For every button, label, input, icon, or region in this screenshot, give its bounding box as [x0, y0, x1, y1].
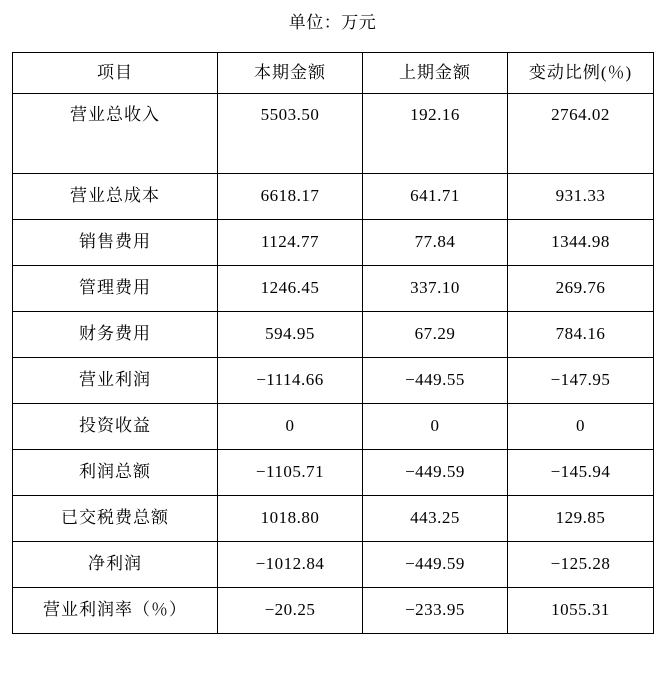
row-change-ratio: −125.28 [508, 542, 654, 588]
row-current-amount: 1018.80 [218, 496, 363, 542]
row-current-amount: 6618.17 [218, 174, 363, 220]
row-previous-amount: −449.59 [363, 450, 508, 496]
row-previous-amount: 337.10 [363, 266, 508, 312]
column-header-current: 本期金额 [218, 53, 363, 94]
table-row [13, 404, 654, 450]
row-label: 销售费用 [13, 220, 218, 266]
table-row [13, 358, 654, 404]
row-change-ratio: 931.33 [508, 174, 654, 220]
row-label: 财务费用 [13, 312, 218, 358]
row-label: 利润总额 [13, 450, 218, 496]
table-body [13, 53, 654, 634]
row-change-ratio: −147.95 [508, 358, 654, 404]
row-previous-amount: 67.29 [363, 312, 508, 358]
row-change-ratio: 0 [508, 404, 654, 450]
row-change-ratio: 2764.02 [508, 94, 654, 174]
table-row [13, 266, 654, 312]
table-row [13, 450, 654, 496]
table-row [13, 312, 654, 358]
row-current-amount: −20.25 [218, 588, 363, 634]
table-row [13, 496, 654, 542]
table-row [13, 94, 654, 174]
row-current-amount: 5503.50 [218, 94, 363, 174]
column-header-change: 变动比例(％) [508, 53, 654, 94]
row-current-amount: −1012.84 [218, 542, 363, 588]
row-previous-amount: 443.25 [363, 496, 508, 542]
row-previous-amount: −449.55 [363, 358, 508, 404]
table-row [13, 588, 654, 634]
row-label: 营业总成本 [13, 174, 218, 220]
row-change-ratio: 269.76 [508, 266, 654, 312]
financial-summary-table [12, 52, 654, 634]
row-change-ratio: −145.94 [508, 450, 654, 496]
row-current-amount: −1105.71 [218, 450, 363, 496]
row-previous-amount: 0 [363, 404, 508, 450]
row-current-amount: 594.95 [218, 312, 363, 358]
table-row [13, 174, 654, 220]
row-change-ratio: 129.85 [508, 496, 654, 542]
row-label: 管理费用 [13, 266, 218, 312]
row-change-ratio: 1055.31 [508, 588, 654, 634]
unit-note: 单位：万元 [288, 13, 377, 32]
table-row [13, 542, 654, 588]
row-label: 营业利润率（％） [13, 588, 218, 634]
row-change-ratio: 784.16 [508, 312, 654, 358]
row-current-amount: −1114.66 [218, 358, 363, 404]
row-previous-amount: 77.84 [363, 220, 508, 266]
row-label: 净利润 [13, 542, 218, 588]
column-header-previous: 上期金额 [363, 53, 508, 94]
row-label: 已交税费总额 [13, 496, 218, 542]
row-change-ratio: 1344.98 [508, 220, 654, 266]
row-current-amount: 0 [218, 404, 363, 450]
row-previous-amount: 192.16 [363, 94, 508, 174]
row-previous-amount: −233.95 [363, 588, 508, 634]
table-header-row [13, 53, 654, 94]
column-header-item: 项目 [13, 53, 218, 94]
row-label: 营业总收入 [13, 94, 218, 174]
row-current-amount: 1124.77 [218, 220, 363, 266]
row-previous-amount: −449.59 [363, 542, 508, 588]
row-current-amount: 1246.45 [218, 266, 363, 312]
financial-table-container [12, 52, 653, 634]
row-previous-amount: 641.71 [363, 174, 508, 220]
row-label: 营业利润 [13, 358, 218, 404]
row-label: 投资收益 [13, 404, 218, 450]
table-row [13, 220, 654, 266]
